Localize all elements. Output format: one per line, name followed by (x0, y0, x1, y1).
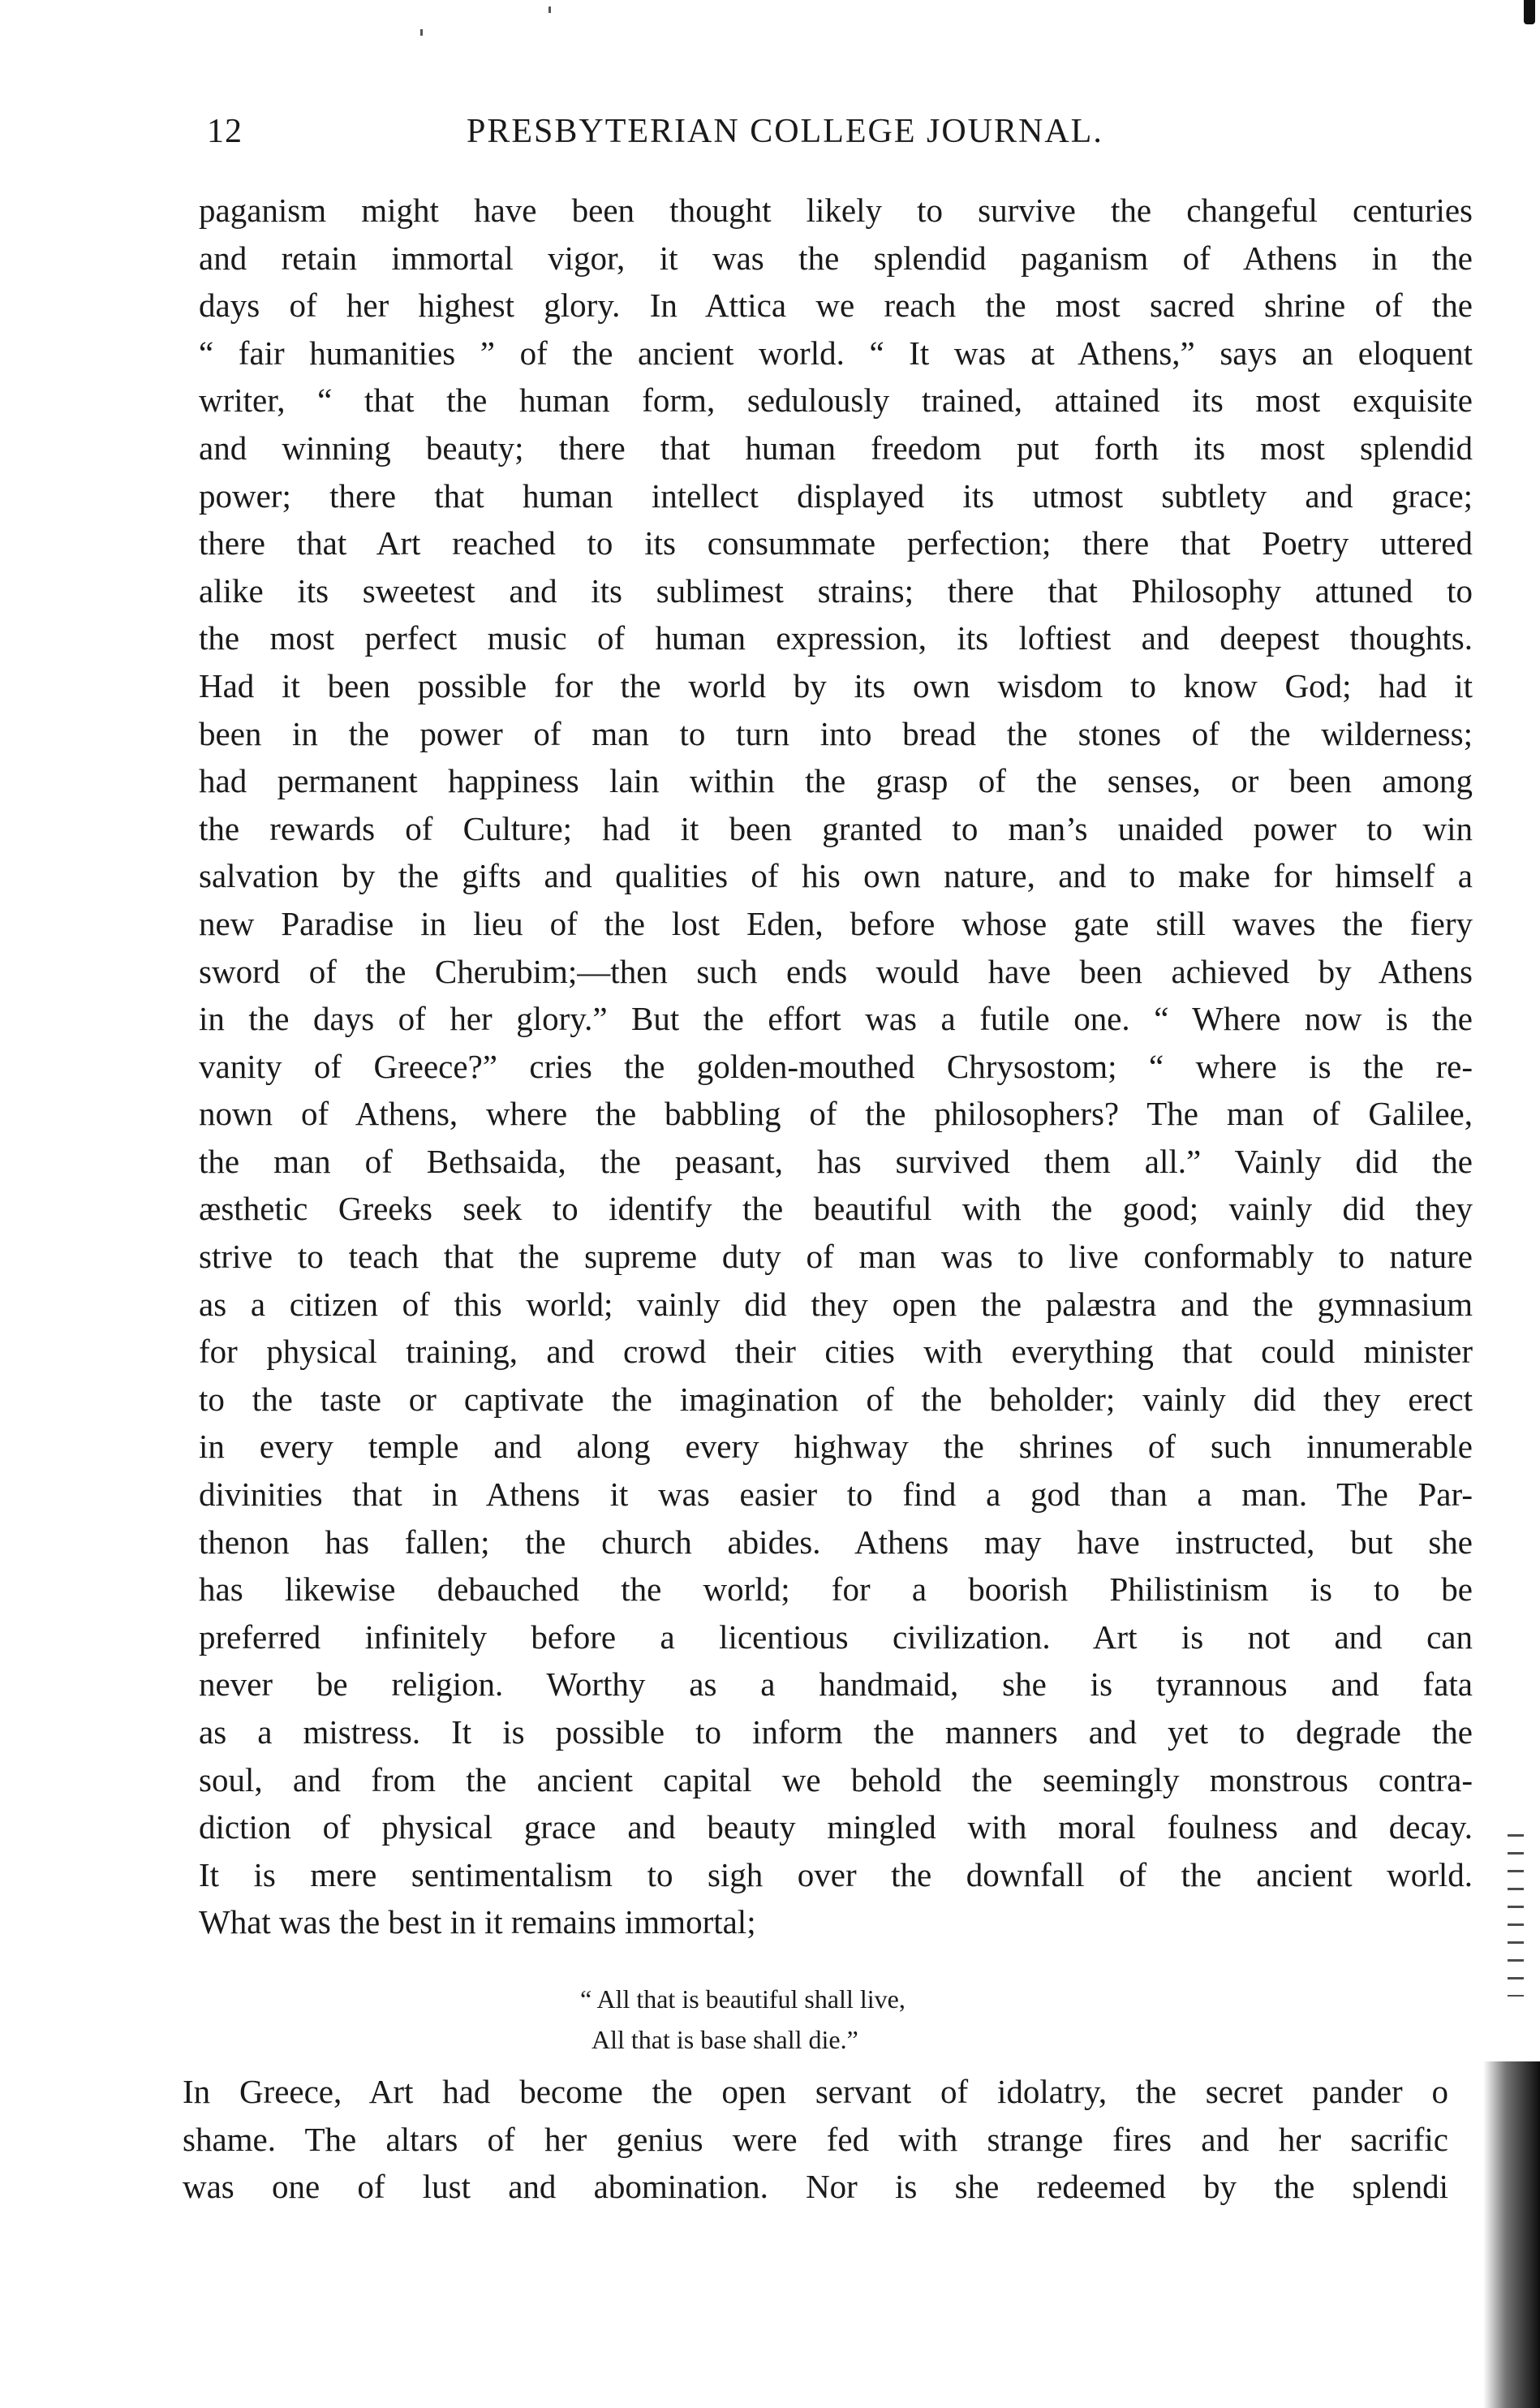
text-line: in the days of her glory.” But the effort was a futile one. “ Where now is the (199, 1000, 1473, 1038)
text-line: never be religion. Worthy as a handmaid, she is tyrannous and fata (199, 1665, 1473, 1704)
text-line: nown of Athens, where the babbling of the philosophers? The man of Galilee, (199, 1095, 1473, 1133)
text-line: has likewise debauched the world; for a boorish Philistinism is to be (199, 1570, 1473, 1609)
text-line: alike its sweetest and its sublimest strains; there that Philosophy attuned to (199, 571, 1473, 610)
text-line: paganism might have been thought likely to survive the changeful centuries (199, 192, 1473, 229)
text-line: writer, “ that the human form, sedulously trained, attained its most exquisite (199, 381, 1473, 420)
page-number: 12 (207, 113, 243, 150)
binding-edge-flecks (1508, 1834, 1524, 1997)
continuation-paragraph (183, 2068, 1448, 2211)
text-line: had permanent happiness lain within the grasp of the senses, or been among (199, 762, 1473, 800)
text-line: æsthetic Greeks seek to identify the beautiful with the good; vainly did they (199, 1190, 1473, 1228)
text-line: new Paradise in lieu of the lost Eden, before whose gate still waves the fiery (199, 904, 1473, 942)
body-paragraph (199, 187, 1473, 1946)
text-line: shame. The altars of her genius were fed with strange fires and her sacrific (183, 2120, 1448, 2158)
text-line: Had it been possible for the world by its own wisdom to know God; had it (199, 666, 1473, 704)
text-line: days of her highest glory. In Attica we reach the most sacred shrine of the (199, 286, 1473, 325)
text-line: It is mere sentimentalism to sigh over the downfall of the ancient world. (199, 1855, 1473, 1893)
text-line: power; there that human intellect displayed its utmost subtlety and grace; (199, 476, 1473, 515)
scan-speck (420, 29, 423, 36)
running-head: PRESBYTERIAN COLLEGE JOURNAL. (467, 113, 1103, 150)
text-line: the rewards of Culture; had it been granted to man’s unaided power to win (199, 809, 1473, 847)
text-line: soul, and from the ancient capital we behold the seemingly monstrous contra- (199, 1760, 1473, 1798)
text-line: and winning beauty; there that human freedom put forth its most splendid (199, 429, 1473, 467)
text-line: salvation by the gifts and qualities of his own nature, and to make for himself a (199, 857, 1473, 895)
text-line: as a mistress. It is possible to inform the manners and yet to degrade the (199, 1713, 1473, 1751)
text-line: in every temple and along every highway the shrines of such innumerable (199, 1428, 1473, 1466)
text-line: sword of the Cherubim;—then such ends would have been achieved by Athens (199, 952, 1473, 990)
binding-edge-shadow (1483, 2061, 1540, 2408)
text-line: diction of physical grace and beauty mingled with moral foulness and decay. (199, 1808, 1473, 1846)
text-line: to the taste or captivate the imagination of the beholder; vainly did they erect (199, 1380, 1473, 1418)
text-line: and retain immortal vigor, it was the splendid paganism of Athens in the (199, 239, 1473, 277)
text-line: for physical training, and crowd their cities with everything that could minister (199, 1333, 1473, 1371)
text-line: vanity of Greece?” cries the golden-mouthed Chrysostom; “ where is the re- (199, 1047, 1473, 1085)
text-line: divinities that in Athens it was easier to find a god than a man. The Par- (199, 1475, 1473, 1514)
text-line: In Greece, Art had become the open servant of idolatry, the secret pander o (183, 2073, 1448, 2110)
text-line: the most perfect music of human expression, its loftiest and deepest thoughts. (199, 619, 1473, 657)
page-corner-mark (1524, 0, 1535, 24)
text-line: “ fair humanities ” of the ancient world. “ It was at Athens,” says an eloquent (199, 334, 1473, 372)
verse-line: “ All that is beautiful shall live, (580, 1984, 906, 2014)
verse-quotation (580, 1979, 1148, 2060)
text-line: the man of Bethsaida, the peasant, has survived them all.” Vainly did the (199, 1142, 1473, 1180)
text-line: been in the power of man to turn into bread the stones of the wilderness; (199, 714, 1473, 752)
verse-line: All that is base shall die.” (591, 2025, 858, 2054)
text-line: as a citizen of this world; vainly did they open the palæstra and the gymnasium (199, 1285, 1473, 1323)
text-line: there that Art reached to its consummate perfection; there that Poetry uttered (199, 524, 1473, 562)
scan-speck (548, 6, 551, 13)
text-line: thenon has fallen; the church abides. Athens may have instructed, but she (199, 1523, 1473, 1561)
text-line: preferred infinitely before a licentious civilization. Art is not and can (199, 1618, 1473, 1656)
page-header (207, 112, 1245, 164)
text-line: strive to teach that the supreme duty of man was to live conformably to nature (199, 1238, 1473, 1276)
text-line: What was the best in it remains immortal; (199, 1903, 756, 1941)
text-line: was one of lust and abomination. Nor is she redeemed by the splendi (183, 2168, 1448, 2206)
